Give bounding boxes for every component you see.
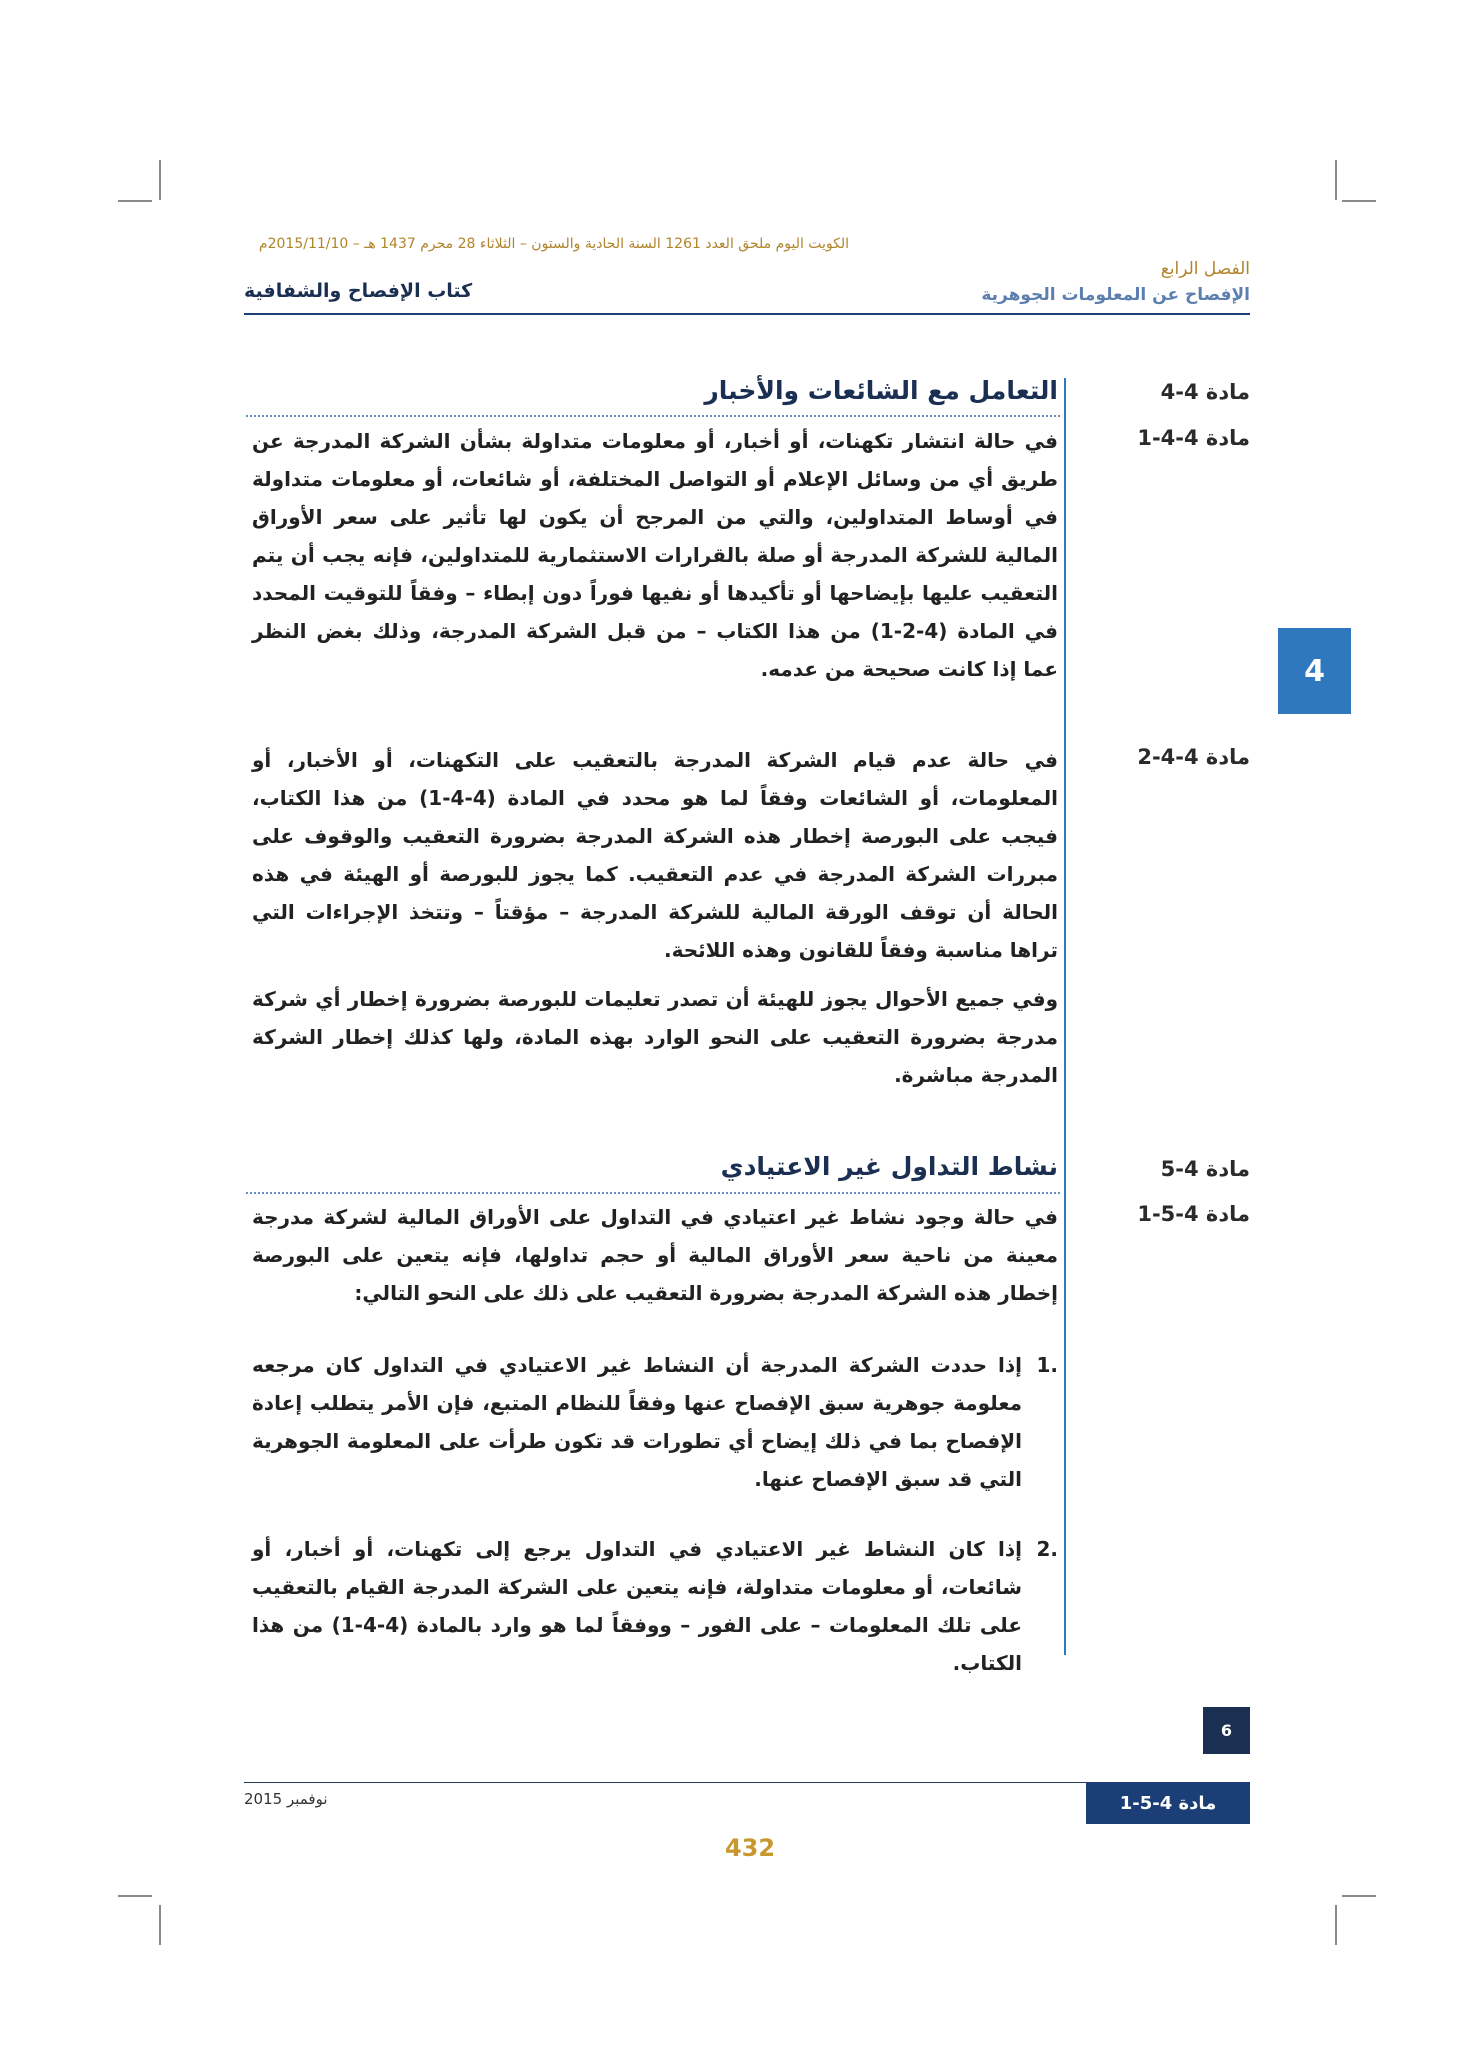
page-number: 432 — [724, 1834, 776, 1862]
article-label-4-5: مادة 4-5 — [1160, 1157, 1250, 1181]
chapter-title: الفصل الرابع — [1160, 259, 1250, 279]
list-item — [252, 1530, 1058, 1682]
article-label-4-5-1: مادة 4-5-1 — [1137, 1202, 1250, 1226]
page-badge: 6 — [1203, 1707, 1250, 1754]
article-label-4-4-2: مادة 4-4-2 — [1137, 745, 1250, 769]
section-heading-unusual-trading: نشاط التداول غير الاعتيادي — [720, 1152, 1058, 1181]
list-item — [252, 1346, 1058, 1498]
heading-divider — [246, 1192, 1060, 1194]
gazette-line: الكويت اليوم ملحق العدد 1261 السنة الحادية والستون – الثلاثاء 28 محرم 1437 هـ – 2015/11/10م — [258, 236, 850, 252]
book-title: كتاب الإفصاح والشفافية — [244, 280, 473, 302]
chapter-subtitle: الإفصاح عن المعلومات الجوهرية — [981, 285, 1250, 305]
crop-mark — [1335, 1905, 1337, 1945]
crop-mark — [1342, 200, 1376, 202]
section-heading-rumors: التعامل مع الشائعات والأخبار — [704, 376, 1058, 405]
article-text-4-4-1: في حالة انتشار تكهنات، أو أخبار، أو معلومات متداولة بشأن الشركة المدرجة عن طريق أي من وسائل الإعلام أو التواصل المختلفة، أو شائعات، أو معلومات متداولة في أوساط المتداولين، والتي من المرجح أن يكون لها تأثير على سعر الأوراق المالية للشركة المدرجة أو صلة بالقرارات الاستثمارية للمتداولين، فإنه يجب أن يتم التعقيب عليها بإيضاحها أو تأكيدها أو نفيها فوراً دون إبطاء – وفقاً للتوقيت المحدد في المادة (4-2-1) من هذا الكتاب – من قبل الشركة المدرجة، وذلك بغض النظر عما إذا كانت صحيحة من عدمه. — [252, 429, 1058, 681]
footer-date: نوفمبر 2015 — [244, 1790, 328, 1808]
footer-article-tag: مادة 4-5-1 — [1086, 1782, 1250, 1824]
crop-mark — [1342, 1895, 1376, 1897]
article-label-4-4-1: مادة 4-4-1 — [1137, 426, 1250, 450]
article-text-4-4-2-p1: في حالة عدم قيام الشركة المدرجة بالتعقيب على التكهنات، أو الأخبار، أو المعلومات، أو الشائعات وفقاً لما هو محدد في المادة (4-4-1) من هذا الكتاب، فيجب على البورصة إخطار هذه الشركة المدرجة بضرورة التعقيب والوقوف على مبررات الشركة المدرجة في عدم التعقيب. كما يجوز للبورصة أو الهيئة في هذه الحالة أن توقف الورقة المالية للشركة المدرجة – مؤقتاً – وتتخذ الإجراءات التي تراها مناسبة وفقاً للقانون وهذه اللائحة. — [252, 748, 1058, 962]
chapter-tab: 4 — [1278, 628, 1351, 714]
crop-mark — [159, 1905, 161, 1945]
article-text-4-5-1: في حالة وجود نشاط غير اعتيادي في التداول على الأوراق المالية لشركة مدرجة معينة من ناحية سعر الأوراق المالية أو حجم تداولها، فإنه يتعين على البورصة إخطار هذه الشركة المدرجة بضرورة التعقيب على ذلك على النحو التالي: — [252, 1205, 1058, 1305]
heading-divider — [246, 415, 1060, 417]
list-item-text: إذا كان النشاط غير الاعتيادي في التداول يرجع إلى تكهنات، أو أخبار، أو شائعات، أو معلومات متداولة، فإنه يتعين على الشركة المدرجة القيام بالتعقيب على تلك المعلومات – على الفور – ووفقاً لما هو وارد بالمادة (4-4-1) من هذا الكتاب. — [252, 1537, 1022, 1675]
list-item-number: 2. — [1036, 1537, 1058, 1561]
crop-mark — [118, 1895, 152, 1897]
column-divider — [1064, 378, 1066, 1655]
crop-mark — [118, 200, 152, 202]
list-item-number: 1. — [1036, 1353, 1058, 1377]
list-item-text: إذا حددت الشركة المدرجة أن النشاط غير الاعتيادي في التداول كان مرجعه معلومة جوهرية سبق الإفصاح عنها وفقاً للنظام المتبع، فإن الأمر يتطلب إعادة الإفصاح بما في ذلك إيضاح أي تطورات قد تكون طرأت على المعلومة الجوهرية التي قد سبق الإفصاح عنها. — [252, 1353, 1022, 1491]
article-label-4-4: مادة 4-4 — [1160, 380, 1250, 404]
chapter-block — [981, 256, 1250, 308]
header-rule — [244, 313, 1250, 315]
crop-mark — [159, 160, 161, 200]
article-text-4-4-2-p2: وفي جميع الأحوال يجوز للهيئة أن تصدر تعليمات للبورصة بضرورة إخطار أي شركة مدرجة بضرورة التعقيب على النحو الوارد بهذه المادة، ولها كذلك إخطار الشركة المدرجة مباشرة. — [252, 987, 1058, 1087]
crop-mark — [1335, 160, 1337, 200]
